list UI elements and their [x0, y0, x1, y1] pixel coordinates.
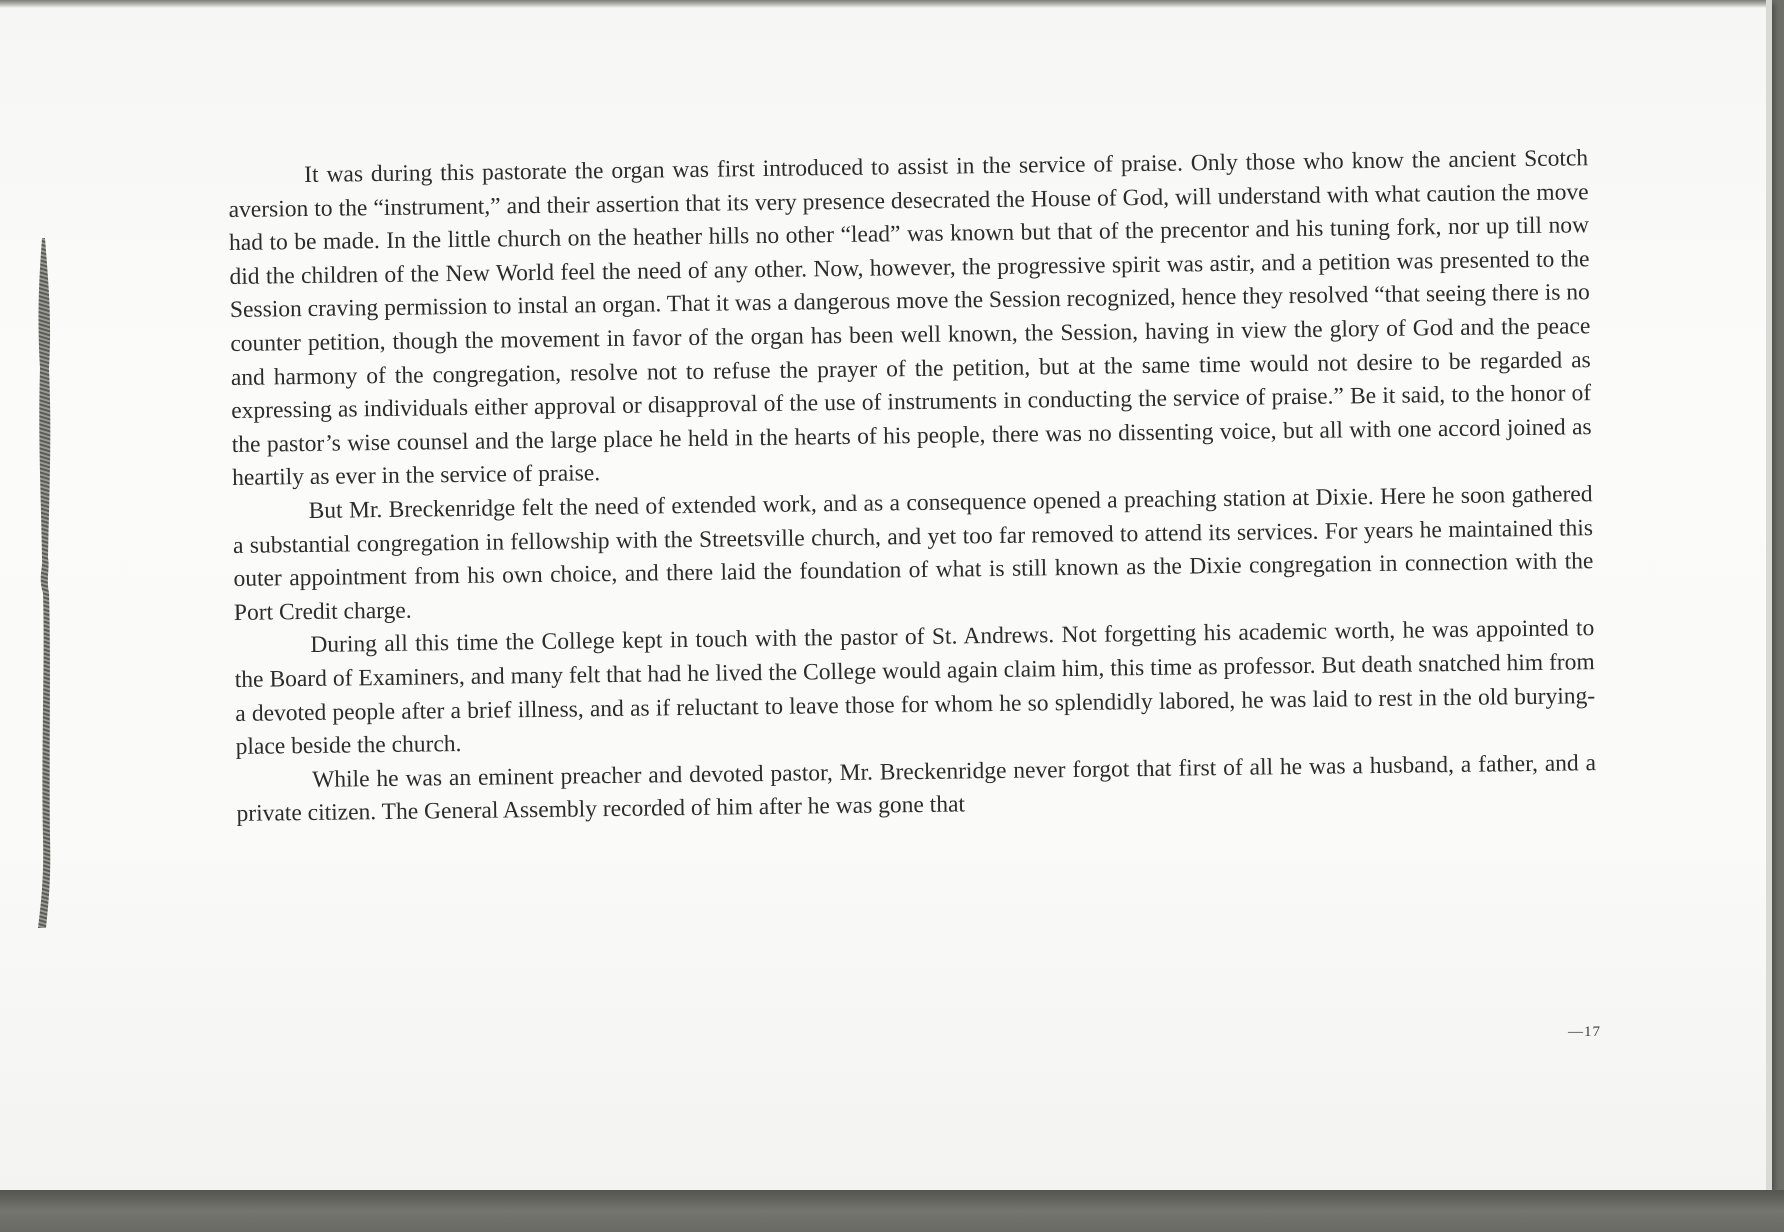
- page-number: —17: [1568, 1024, 1601, 1040]
- body-text: [228, 142, 1597, 832]
- paragraph-dixie: But Mr. Breckenridge felt the need of extended work, and as a consequence opened a preaching station at Dixie. Here he soon gathered a substantial congregation in fellowship with the Streetsville church, and yet too far removed to attend its services. For years he maintained this outer appointment from his own choice, and there laid the foundation of what is still known as the Dixie congregation in connection with the Port Credit charge.: [232, 481, 1594, 626]
- paragraph-private-citizen: While he was an eminent preacher and devoted pastor, Mr. Breckenridge never forgot that first of all he was a husband, a father, and a private citizen. The General Assembly recorded of him after he was gone that: [236, 749, 1597, 828]
- paragraph-college: During all this time the College kept in touch with the pastor of St. Andrews. Not forgetting his academic worth, he was appointed to the Board of Examiners, and many felt that had he lived the College would again claim him, this time as professor. But death snatched him from a devoted people after a brief illness, and as if reluctant to leave those for whom he so splendidly labored, he was laid to rest in the old burying-place beside the church.: [234, 615, 1596, 761]
- binding-cord: [32, 238, 52, 928]
- scanner-background: [0, 1190, 1784, 1232]
- paragraph-organ: It was during this pastorate the organ was first introduced to assist in the service of praise. Only those who know the ancient Scotch aversion to the “instrument,” and their assertion that its very presence desecrated the House of God, will understand with what caution the move had to be made. In the little church on the heather hills no other “lead” was known but that of the precentor and his tuning fork, nor up till now did the children of the New World feel the need of any other. Now, however, the progressive spirit was astir, and a petition was presented to the Session craving permission to instal an organ. That it was a dangerous move the Session recognized, hence they resolved “that seeing there is no counter petition, though the movement in favor of the organ has been well known, the Session, having in view the glory of God and the peace and harmony of the congregation, resolve not to refuse the prayer of the petition, but at the same time would not desire to be regarded as expressing as individuals either approval or disapproval of the use of instruments in conducting the service of praise.” Be it said, to the honor of the pastor’s wise counsel and the large place he held in the hearts of his people, there was no dissenting voice, but all with one accord joined as heartily as ever in the service of praise.: [228, 145, 1592, 492]
- page-top-edge: [0, 0, 1766, 8]
